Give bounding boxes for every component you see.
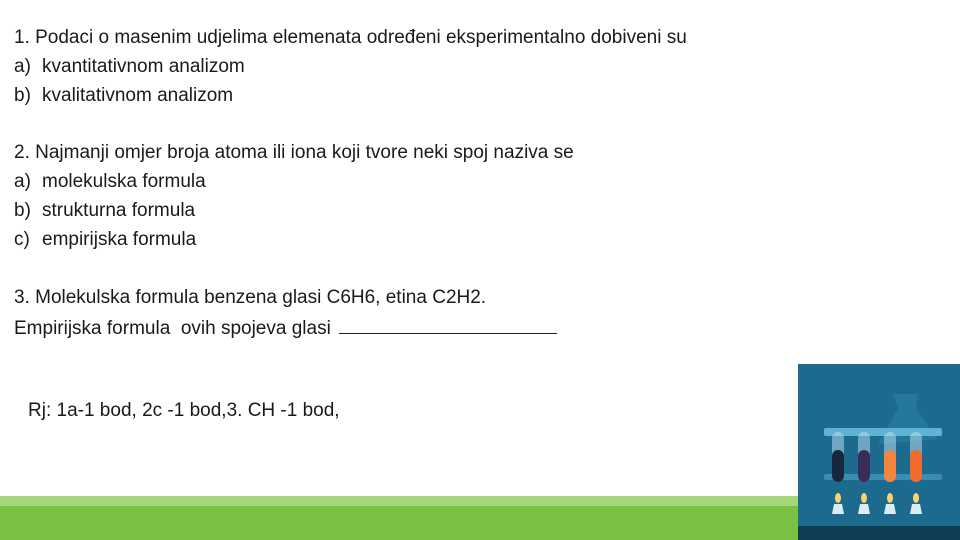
- q2-question: 2. Najmanji omjer broja atoma ili iona koji tvore neki spoj naziva se: [14, 142, 574, 163]
- q2-option-a: a) molekulska formula: [14, 171, 206, 192]
- q1-question: 1. Podaci o masenim udjelima elemenata određeni eksperimentalno dobiveni su: [14, 27, 687, 48]
- answer-blank-line: [339, 315, 557, 334]
- footer-bar: [0, 496, 798, 540]
- q1-option-a: a) kvantitativnom analizom: [14, 56, 245, 77]
- q1-option-b: b) kvalitativnom analizom: [14, 85, 234, 106]
- test-tubes-icon: [798, 364, 960, 540]
- test-tubes-illustration: [798, 364, 960, 540]
- q2-option-c: c) empirijska formula: [14, 229, 197, 250]
- q2-option-b: b) strukturna formula: [14, 200, 196, 221]
- q3-line1: 3. Molekulska formula benzena glasi C6H6, etina C2H2.: [14, 287, 487, 308]
- answer-key: Rj: 1a-1 bod, 2c -1 bod,3. CH -1 bod,: [28, 400, 340, 421]
- stock-watermark-bar: [798, 526, 960, 540]
- q3-line2: Empirijska formula ovih spojeva glasi: [14, 315, 557, 341]
